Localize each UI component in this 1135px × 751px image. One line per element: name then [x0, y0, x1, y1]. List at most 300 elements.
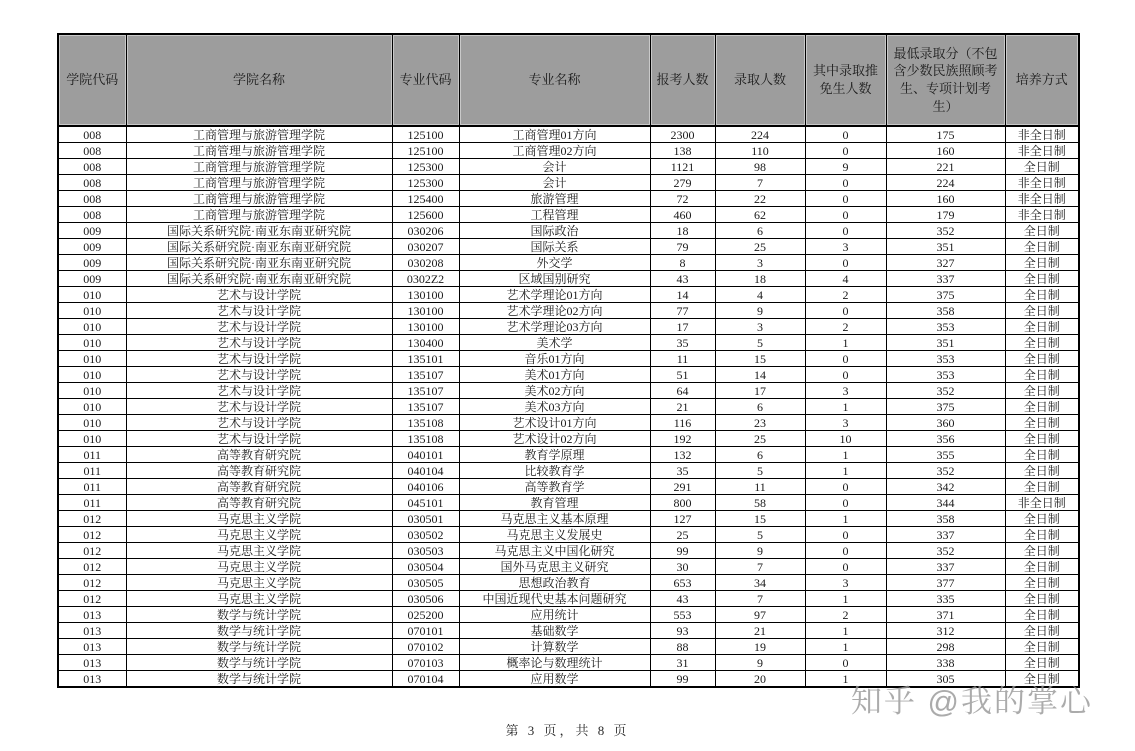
cell: 35 [650, 335, 715, 351]
cell: 工商管理与旅游管理学院 [126, 143, 392, 159]
cell: 高等教育研究院 [126, 479, 392, 495]
cell: 312 [886, 623, 1005, 639]
column-header: 学院代码 [58, 34, 126, 126]
cell: 全日制 [1005, 559, 1079, 575]
cell: 3 [715, 319, 805, 335]
cell: 358 [886, 303, 1005, 319]
cell: 351 [886, 335, 1005, 351]
table-row [58, 415, 1079, 431]
cell: 全日制 [1005, 223, 1079, 239]
cell: 013 [58, 639, 126, 655]
table-row [58, 495, 1079, 511]
cell: 353 [886, 319, 1005, 335]
cell: 马克思主义学院 [126, 575, 392, 591]
cell: 全日制 [1005, 607, 1079, 623]
cell: 160 [886, 143, 1005, 159]
cell: 010 [58, 287, 126, 303]
cell: 0 [805, 126, 886, 143]
cell: 11 [650, 351, 715, 367]
cell: 132 [650, 447, 715, 463]
cell: 10 [805, 431, 886, 447]
cell: 135107 [392, 383, 459, 399]
cell: 62 [715, 207, 805, 223]
cell: 008 [58, 175, 126, 191]
cell: 全日制 [1005, 463, 1079, 479]
cell: 130100 [392, 319, 459, 335]
cell: 79 [650, 239, 715, 255]
column-header: 最低录取分（不包含少数民族照顾考生、专项计划考生） [886, 34, 1005, 126]
cell: 010 [58, 303, 126, 319]
table-row [58, 175, 1079, 191]
cell: 375 [886, 287, 1005, 303]
cell: 高等教育研究院 [126, 463, 392, 479]
cell: 116 [650, 415, 715, 431]
cell: 460 [650, 207, 715, 223]
cell: 全日制 [1005, 367, 1079, 383]
cell: 43 [650, 271, 715, 287]
table-row [58, 271, 1079, 287]
cell: 179 [886, 207, 1005, 223]
cell: 337 [886, 527, 1005, 543]
cell: 130100 [392, 287, 459, 303]
cell: 030502 [392, 527, 459, 543]
cell: 030506 [392, 591, 459, 607]
cell: 17 [650, 319, 715, 335]
cell: 355 [886, 447, 1005, 463]
cell: 非全日制 [1005, 191, 1079, 207]
table-row [58, 383, 1079, 399]
cell: 14 [650, 287, 715, 303]
cell: 653 [650, 575, 715, 591]
cell: 国际关系 [459, 239, 650, 255]
cell: 应用统计 [459, 607, 650, 623]
cell: 008 [58, 191, 126, 207]
cell: 工商管理与旅游管理学院 [126, 175, 392, 191]
cell: 0 [805, 527, 886, 543]
cell: 1 [805, 671, 886, 688]
cell: 全日制 [1005, 511, 1079, 527]
cell: 1 [805, 639, 886, 655]
cell: 012 [58, 527, 126, 543]
table-row [58, 143, 1079, 159]
cell: 教育学原理 [459, 447, 650, 463]
cell: 344 [886, 495, 1005, 511]
cell: 009 [58, 239, 126, 255]
column-header: 其中录取推免生人数 [805, 34, 886, 126]
cell: 全日制 [1005, 351, 1079, 367]
column-header: 专业名称 [459, 34, 650, 126]
cell: 国际关系研究院·南亚东南亚研究院 [126, 223, 392, 239]
cell: 130100 [392, 303, 459, 319]
cell: 34 [715, 575, 805, 591]
cell: 马克思主义发展史 [459, 527, 650, 543]
cell: 马克思主义学院 [126, 527, 392, 543]
cell: 工商管理02方向 [459, 143, 650, 159]
cell: 艺术与设计学院 [126, 303, 392, 319]
cell: 非全日制 [1005, 175, 1079, 191]
cell: 88 [650, 639, 715, 655]
table-row [58, 463, 1079, 479]
cell: 21 [650, 399, 715, 415]
cell: 全日制 [1005, 431, 1079, 447]
cell: 7 [715, 559, 805, 575]
cell: 1 [805, 399, 886, 415]
cell: 3 [715, 255, 805, 271]
cell: 9 [805, 159, 886, 175]
cell: 3 [805, 415, 886, 431]
cell: 012 [58, 575, 126, 591]
cell: 工商管理与旅游管理学院 [126, 126, 392, 143]
cell: 125300 [392, 159, 459, 175]
cell: 25 [715, 431, 805, 447]
cell: 高等教育研究院 [126, 495, 392, 511]
cell: 0 [805, 255, 886, 271]
table-row [58, 239, 1079, 255]
cell: 011 [58, 479, 126, 495]
cell: 012 [58, 511, 126, 527]
cell: 0302Z2 [392, 271, 459, 287]
cell: 艺术与设计学院 [126, 399, 392, 415]
cell: 110 [715, 143, 805, 159]
cell: 工商管理与旅游管理学院 [126, 191, 392, 207]
cell: 070103 [392, 655, 459, 671]
cell: 音乐01方向 [459, 351, 650, 367]
cell: 工商管理与旅游管理学院 [126, 207, 392, 223]
cell: 6 [715, 223, 805, 239]
cell: 艺术与设计学院 [126, 383, 392, 399]
cell: 马克思主义学院 [126, 591, 392, 607]
cell: 030504 [392, 559, 459, 575]
cell: 全日制 [1005, 639, 1079, 655]
table-row [58, 303, 1079, 319]
cell: 291 [650, 479, 715, 495]
table-row [58, 511, 1079, 527]
cell: 2 [805, 319, 886, 335]
cell: 全日制 [1005, 239, 1079, 255]
cell: 非全日制 [1005, 143, 1079, 159]
cell: 比较教育学 [459, 463, 650, 479]
cell: 美术03方向 [459, 399, 650, 415]
table-row [58, 159, 1079, 175]
cell: 011 [58, 447, 126, 463]
cell: 1 [805, 511, 886, 527]
cell: 国际关系研究院·南亚东南亚研究院 [126, 239, 392, 255]
cell: 3 [805, 383, 886, 399]
cell: 030208 [392, 255, 459, 271]
cell: 22 [715, 191, 805, 207]
cell: 009 [58, 271, 126, 287]
cell: 030505 [392, 575, 459, 591]
cell: 14 [715, 367, 805, 383]
cell: 全日制 [1005, 591, 1079, 607]
cell: 305 [886, 671, 1005, 688]
cell: 艺术与设计学院 [126, 367, 392, 383]
cell: 25 [650, 527, 715, 543]
cell: 040104 [392, 463, 459, 479]
cell: 0 [805, 175, 886, 191]
cell: 全日制 [1005, 399, 1079, 415]
cell: 8 [650, 255, 715, 271]
cell: 298 [886, 639, 1005, 655]
cell: 全日制 [1005, 319, 1079, 335]
cell: 012 [58, 591, 126, 607]
table-row [58, 479, 1079, 495]
cell: 18 [715, 271, 805, 287]
cell: 21 [715, 623, 805, 639]
cell: 125100 [392, 126, 459, 143]
table-row [58, 367, 1079, 383]
cell: 0 [805, 367, 886, 383]
cell: 7 [715, 175, 805, 191]
cell: 013 [58, 623, 126, 639]
table-row [58, 431, 1079, 447]
cell: 全日制 [1005, 383, 1079, 399]
column-header: 学院名称 [126, 34, 392, 126]
cell: 艺术学理论01方向 [459, 287, 650, 303]
cell: 352 [886, 543, 1005, 559]
cell: 30 [650, 559, 715, 575]
cell: 013 [58, 607, 126, 623]
cell: 070102 [392, 639, 459, 655]
cell: 0 [805, 143, 886, 159]
cell: 0 [805, 543, 886, 559]
cell: 全日制 [1005, 271, 1079, 287]
cell: 009 [58, 255, 126, 271]
cell: 012 [58, 559, 126, 575]
cell: 0 [805, 303, 886, 319]
watermark: 知乎 @我的掌心 [850, 684, 1093, 719]
cell: 030206 [392, 223, 459, 239]
cell: 0 [805, 207, 886, 223]
cell: 013 [58, 655, 126, 671]
cell: 175 [886, 126, 1005, 143]
cell: 非全日制 [1005, 495, 1079, 511]
cell: 279 [650, 175, 715, 191]
cell: 0 [805, 223, 886, 239]
cell: 9 [715, 303, 805, 319]
cell: 艺术学理论02方向 [459, 303, 650, 319]
cell: 51 [650, 367, 715, 383]
table-row [58, 607, 1079, 623]
cell: 125400 [392, 191, 459, 207]
cell: 9 [715, 655, 805, 671]
cell: 030207 [392, 239, 459, 255]
cell: 553 [650, 607, 715, 623]
cell: 6 [715, 399, 805, 415]
cell: 008 [58, 159, 126, 175]
cell: 工程管理 [459, 207, 650, 223]
cell: 72 [650, 191, 715, 207]
cell: 010 [58, 335, 126, 351]
cell: 美术01方向 [459, 367, 650, 383]
cell: 352 [886, 223, 1005, 239]
cell: 美术02方向 [459, 383, 650, 399]
cell: 135108 [392, 431, 459, 447]
cell: 会计 [459, 175, 650, 191]
table-row [58, 671, 1079, 688]
cell: 全日制 [1005, 527, 1079, 543]
cell: 5 [715, 335, 805, 351]
cell: 数学与统计学院 [126, 623, 392, 639]
cell: 025200 [392, 607, 459, 623]
cell: 77 [650, 303, 715, 319]
cell: 国外马克思主义研究 [459, 559, 650, 575]
table-row [58, 223, 1079, 239]
cell: 0 [805, 351, 886, 367]
cell: 224 [715, 126, 805, 143]
column-header: 录取人数 [715, 34, 805, 126]
cell: 23 [715, 415, 805, 431]
cell: 艺术与设计学院 [126, 415, 392, 431]
table-row [58, 335, 1079, 351]
cell: 35 [650, 463, 715, 479]
cell: 旅游管理 [459, 191, 650, 207]
cell: 全日制 [1005, 287, 1079, 303]
cell: 高等教育研究院 [126, 447, 392, 463]
cell: 327 [886, 255, 1005, 271]
cell: 18 [650, 223, 715, 239]
cell: 192 [650, 431, 715, 447]
table-row [58, 287, 1079, 303]
page-number-footer: 第 3 页，共 8 页 [505, 723, 630, 738]
cell: 070101 [392, 623, 459, 639]
cell: 区域国别研究 [459, 271, 650, 287]
cell: 008 [58, 126, 126, 143]
cell: 全日制 [1005, 255, 1079, 271]
cell: 全日制 [1005, 303, 1079, 319]
cell: 6 [715, 447, 805, 463]
cell: 艺术设计01方向 [459, 415, 650, 431]
cell: 概率论与数理统计 [459, 655, 650, 671]
cell: 马克思主义基本原理 [459, 511, 650, 527]
table-row [58, 351, 1079, 367]
cell: 计算数学 [459, 639, 650, 655]
cell: 013 [58, 671, 126, 688]
cell: 99 [650, 543, 715, 559]
cell: 7 [715, 591, 805, 607]
cell: 010 [58, 415, 126, 431]
cell: 数学与统计学院 [126, 671, 392, 688]
cell: 高等教育学 [459, 479, 650, 495]
cell: 数学与统计学院 [126, 639, 392, 655]
cell: 125100 [392, 143, 459, 159]
cell: 马克思主义中国化研究 [459, 543, 650, 559]
cell: 全日制 [1005, 479, 1079, 495]
cell: 25 [715, 239, 805, 255]
cell: 艺术设计02方向 [459, 431, 650, 447]
cell: 127 [650, 511, 715, 527]
table-row [58, 191, 1079, 207]
cell: 1121 [650, 159, 715, 175]
cell: 011 [58, 463, 126, 479]
cell: 5 [715, 463, 805, 479]
admissions-table [57, 33, 1080, 688]
cell: 11 [715, 479, 805, 495]
cell: 010 [58, 399, 126, 415]
cell: 43 [650, 591, 715, 607]
cell: 全日制 [1005, 671, 1079, 688]
cell: 010 [58, 319, 126, 335]
cell: 0 [805, 655, 886, 671]
cell: 352 [886, 383, 1005, 399]
cell: 马克思主义学院 [126, 511, 392, 527]
cell: 教育管理 [459, 495, 650, 511]
cell: 3 [805, 575, 886, 591]
cell: 99 [650, 671, 715, 688]
cell: 4 [715, 287, 805, 303]
cell: 3 [805, 239, 886, 255]
cell: 338 [886, 655, 1005, 671]
cell: 135107 [392, 367, 459, 383]
column-header: 报考人数 [650, 34, 715, 126]
cell: 全日制 [1005, 575, 1079, 591]
cell: 思想政治教育 [459, 575, 650, 591]
cell: 010 [58, 351, 126, 367]
cell: 800 [650, 495, 715, 511]
cell: 070104 [392, 671, 459, 688]
cell: 353 [886, 351, 1005, 367]
column-header: 培养方式 [1005, 34, 1079, 126]
cell: 国际政治 [459, 223, 650, 239]
cell: 1 [805, 335, 886, 351]
cell: 93 [650, 623, 715, 639]
cell: 64 [650, 383, 715, 399]
cell: 125300 [392, 175, 459, 191]
cell: 009 [58, 223, 126, 239]
table-row [58, 639, 1079, 655]
table-row [58, 319, 1079, 335]
cell: 2 [805, 287, 886, 303]
table-row [58, 559, 1079, 575]
cell: 中国近现代史基本问题研究 [459, 591, 650, 607]
cell: 353 [886, 367, 1005, 383]
cell: 224 [886, 175, 1005, 191]
cell: 0 [805, 559, 886, 575]
table-row [58, 447, 1079, 463]
cell: 国际关系研究院·南亚东南亚研究院 [126, 255, 392, 271]
cell: 工商管理与旅游管理学院 [126, 159, 392, 175]
cell: 125600 [392, 207, 459, 223]
table-row [58, 126, 1079, 143]
cell: 非全日制 [1005, 207, 1079, 223]
cell: 010 [58, 431, 126, 447]
table-row [58, 543, 1079, 559]
cell: 基础数学 [459, 623, 650, 639]
cell: 马克思主义学院 [126, 543, 392, 559]
cell: 1 [805, 463, 886, 479]
cell: 335 [886, 591, 1005, 607]
cell: 艺术与设计学院 [126, 335, 392, 351]
cell: 221 [886, 159, 1005, 175]
cell: 全日制 [1005, 335, 1079, 351]
cell: 马克思主义学院 [126, 559, 392, 575]
cell: 全日制 [1005, 655, 1079, 671]
cell: 008 [58, 207, 126, 223]
cell: 97 [715, 607, 805, 623]
cell: 艺术与设计学院 [126, 351, 392, 367]
cell: 2 [805, 607, 886, 623]
cell: 艺术学理论03方向 [459, 319, 650, 335]
cell: 358 [886, 511, 1005, 527]
table-row [58, 591, 1079, 607]
cell: 1 [805, 591, 886, 607]
cell: 9 [715, 543, 805, 559]
cell: 377 [886, 575, 1005, 591]
cell: 138 [650, 143, 715, 159]
cell: 030503 [392, 543, 459, 559]
cell: 艺术与设计学院 [126, 287, 392, 303]
cell: 352 [886, 463, 1005, 479]
